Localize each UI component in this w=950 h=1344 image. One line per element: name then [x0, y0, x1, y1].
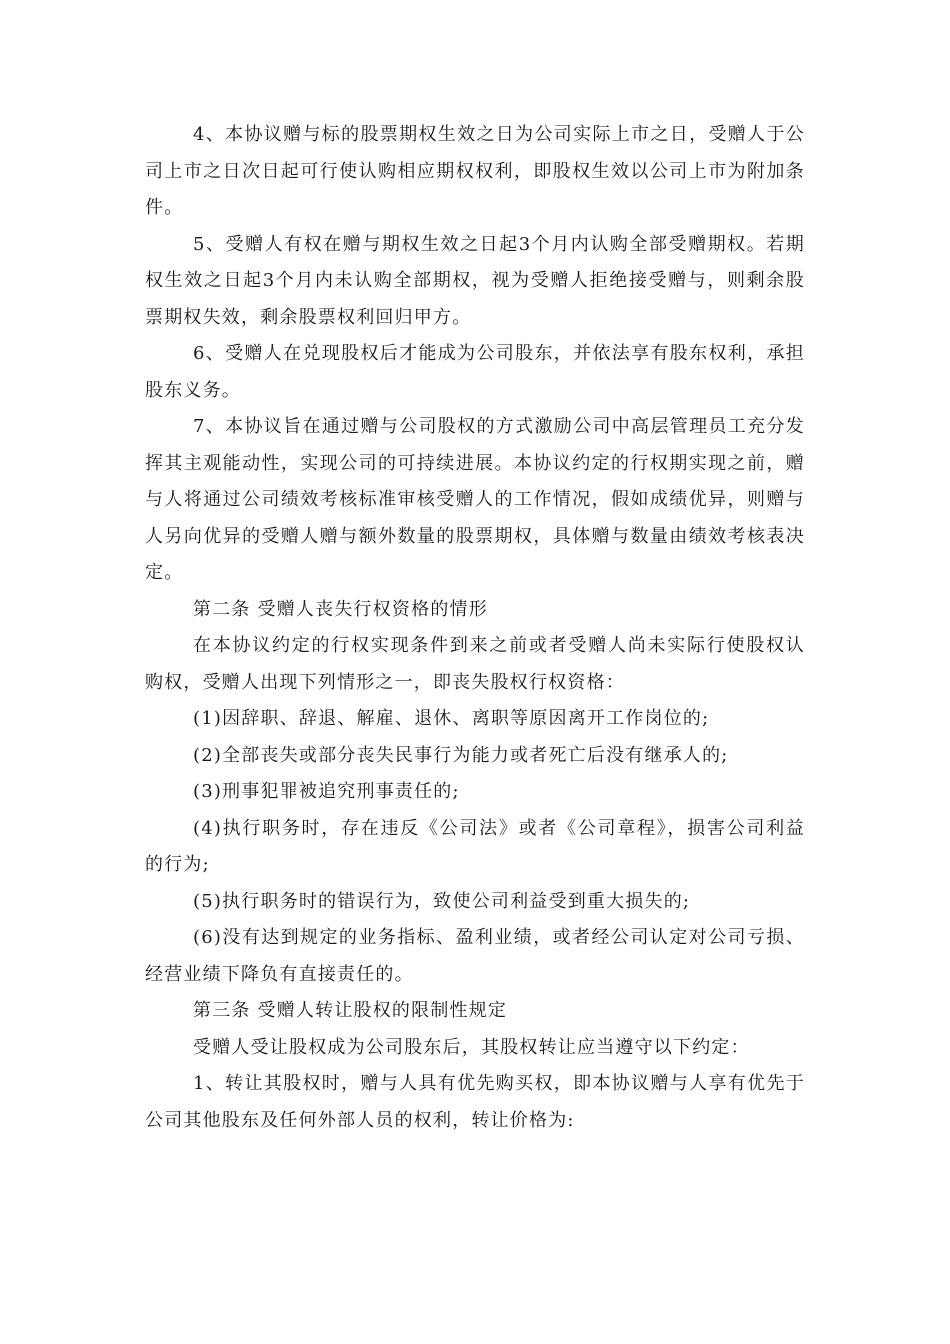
clause-4-paragraph: 4、本协议赠与标的股票期权生效之日为公司实际上市之日，受赠人于公司上市之日次日起可行使认购相应期权权利，即股权生效以公司上市为附加条件。: [145, 124, 805, 218]
list-item: (1)因辞职、辞退、解雇、退休、离职等原因离开工作岗位的;: [193, 708, 710, 729]
list-item: (2)全部丧失或部分丧失民事行为能力或者死亡后没有继承人的;: [193, 744, 729, 766]
clause-6-paragraph: 6、受赠人在兑现股权后才能成为公司股东，并依法享有股东权利，承担股东义务。: [145, 343, 805, 401]
list-item: (4)执行职务时，存在违反《公司法》或者《公司章程》，损害公司利益的行为;: [145, 817, 805, 875]
document-body: [145, 117, 805, 1139]
article-2-intro: 在本协议约定的行权实现条件到来之前或者受赠人尚未实际行使股权认购权，受赠人出现下列情形之一，即丧失股权行权资格：: [145, 635, 805, 693]
article-3-heading: 第三条 受赠人转让股权的限制性规定: [193, 1000, 508, 1021]
article-2-heading: 第二条 受赠人丧失行权资格的情形: [193, 598, 488, 620]
list-item: (6)没有达到规定的业务指标、盈利业绩，或者经公司认定对公司亏损、经营业绩下降负有直接责任的。: [145, 927, 805, 985]
clause-5-paragraph: 5、受赠人有权在赠与期权生效之日起3个月内认购全部受赠期权。若期权生效之日起3个月内未认购全部期权，视为受赠人拒绝接受赠与，则剩余股票期权失效，剩余股票权利回归甲方。: [145, 233, 805, 328]
clause-7-paragraph: 7、本协议旨在通过赠与公司股权的方式激励公司中高层管理员工充分发挥其主观能动性，实现公司的可持续进展。本协议约定的行权期实现之前，赠与人将通过公司绩效考核标准审核受赠人的工作情况，假如成绩优异，则赠与人另向优异的受赠人赠与额外数量的股票期权，具体赠与数量由绩效考核表决定。: [145, 416, 805, 583]
article-3-clause-1: 1、转让其股权时，赠与人具有优先购买权，即本协议赠与人享有优先于公司其他股东及任何外部人员的权利，转让价格为:: [145, 1073, 805, 1131]
list-item: (5)执行职务时的错误行为，致使公司利益受到重大损失的;: [193, 890, 691, 912]
article-3-intro: 受赠人受让股权成为公司股东后，其股权转让应当遵守以下约定：: [193, 1036, 750, 1058]
list-item: (3)刑事犯罪被追究刑事责任的;: [193, 781, 460, 802]
